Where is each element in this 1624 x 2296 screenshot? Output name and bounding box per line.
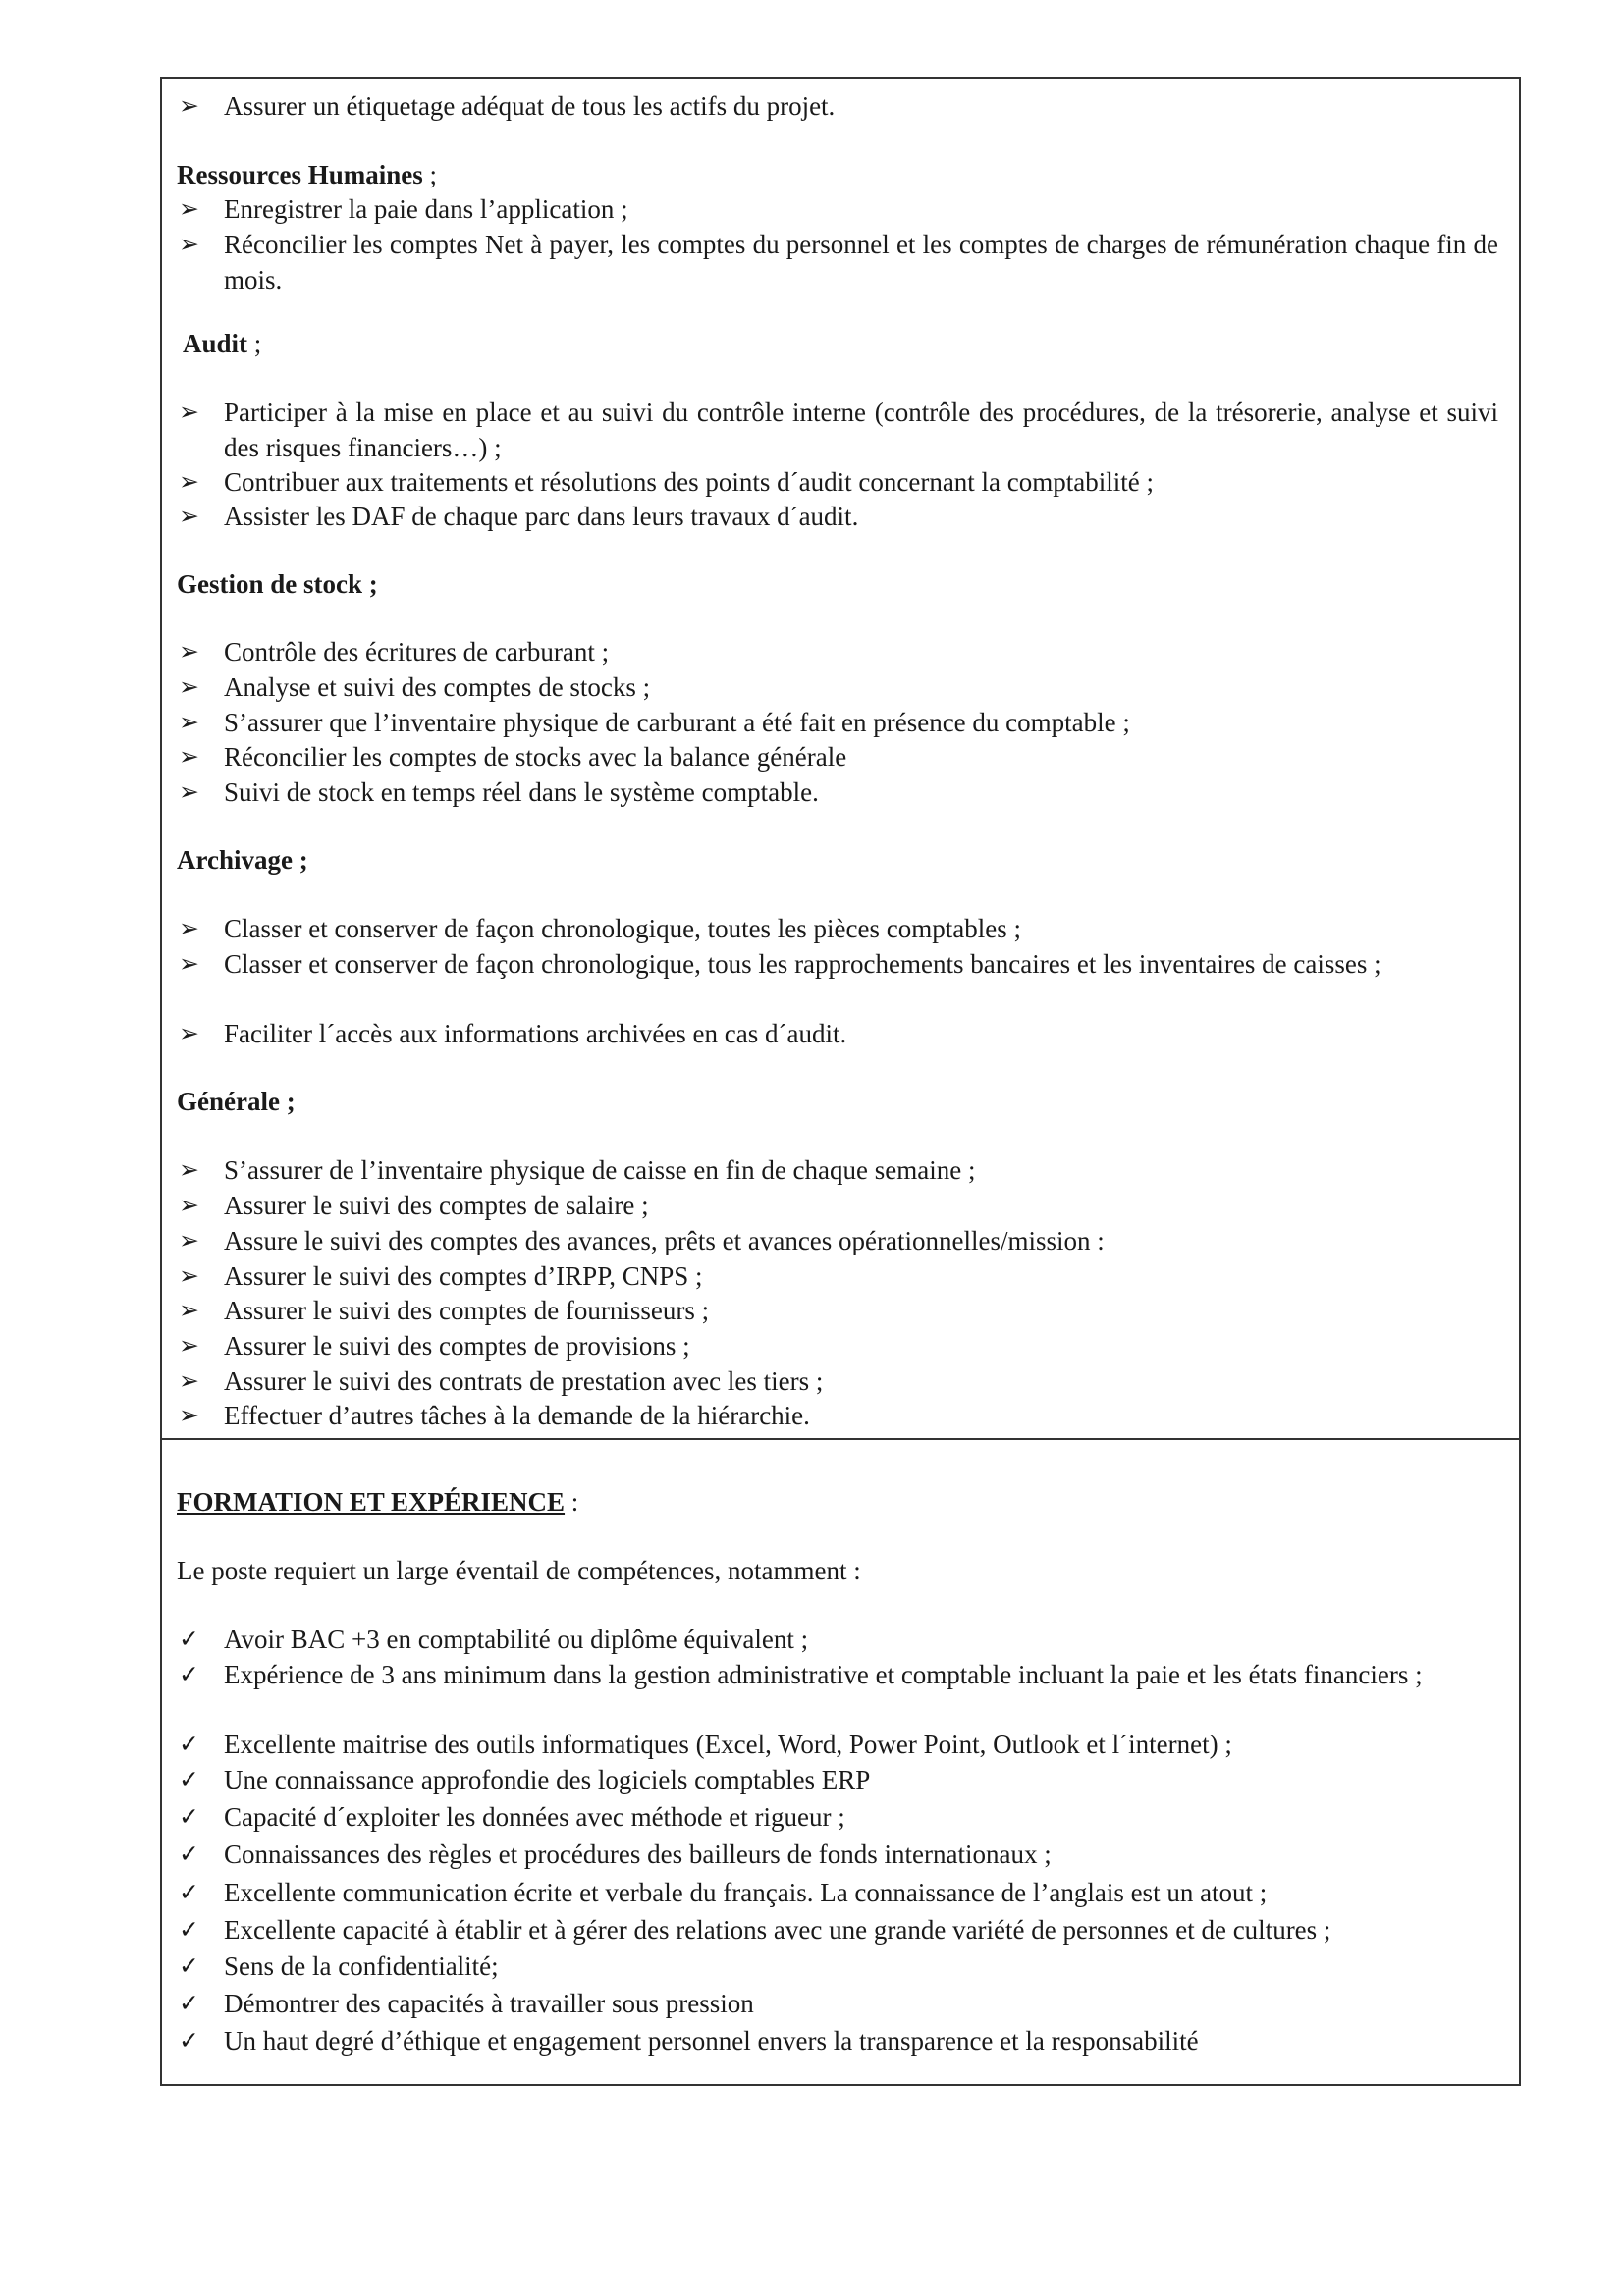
list-item: ➢ Assurer un étiquetage adéquat de tous les actifs du projet. — [224, 88, 1498, 124]
list-item: ➢ Analyse et suivi des comptes de stocks ; — [224, 669, 1498, 705]
arrow-bullet-icon: ➢ — [179, 637, 199, 666]
list-item: ✓ Excellente capacité à établir et à gérer des relations avec une grande variété de personnes et de cultures ; — [224, 1912, 1498, 1948]
check-mark-icon: ✓ — [179, 1915, 199, 1944]
list-item: ➢ Suivi de stock en temps réel dans le système comptable. — [224, 774, 1498, 810]
arrow-bullet-icon: ➢ — [179, 1296, 199, 1324]
arrow-bullet-icon: ➢ — [179, 1366, 199, 1395]
list-item: ➢ Contrôle des écritures de carburant ; — [224, 634, 1498, 669]
list-item: ✓ Capacité d´exploiter les données avec méthode et rigueur ; — [224, 1799, 1498, 1835]
check-mark-icon: ✓ — [179, 1660, 199, 1688]
arrow-bullet-icon: ➢ — [179, 914, 199, 942]
arrow-bullet-icon: ➢ — [179, 1261, 199, 1290]
responsibilities-box — [160, 77, 1521, 1440]
section-heading-hr: Ressources Humaines ; — [177, 160, 438, 189]
list-item: ➢ Assurer le suivi des comptes de salaire ; — [224, 1188, 1498, 1223]
check-mark-icon: ✓ — [179, 1765, 199, 1793]
list-item: ✓ Une connaissance approfondie des logiciels comptables ERP — [224, 1762, 1498, 1797]
arrow-bullet-icon: ➢ — [179, 1401, 199, 1429]
section-heading-general: Générale ; — [177, 1087, 296, 1116]
arrow-bullet-icon: ➢ — [179, 777, 199, 806]
check-mark-icon: ✓ — [179, 1730, 199, 1758]
list-item: ✓ Excellente communication écrite et verbale du français. La connaissance de l’anglais est un atout ; — [224, 1875, 1498, 1910]
list-item: ✓ Démontrer des capacités à travailler sous pression — [224, 1986, 1498, 2021]
list-item: ➢ Faciliter l´accès aux informations archivées en cas d´audit. — [224, 1016, 1498, 1051]
check-mark-icon: ✓ — [179, 1625, 199, 1653]
arrow-bullet-icon: ➢ — [179, 1331, 199, 1360]
list-item: ➢ Assurer le suivi des comptes d’IRPP, CNPS ; — [224, 1258, 1498, 1294]
list-item: ➢ S’assurer de l’inventaire physique de caisse en fin de chaque semaine ; — [224, 1152, 1498, 1188]
check-mark-icon: ✓ — [179, 1878, 199, 1906]
arrow-bullet-icon: ➢ — [179, 91, 199, 120]
list-item: ➢ Assister les DAF de chaque parc dans leurs travaux d´audit. — [224, 499, 1498, 534]
list-item: ✓ Excellente maitrise des outils informatiques (Excel, Word, Power Point, Outlook et l´internet) ; — [224, 1727, 1498, 1762]
list-item: ✓ Expérience de 3 ans minimum dans la gestion administrative et comptable incluant la paie et les états financiers ; — [224, 1657, 1498, 1692]
arrow-bullet-icon: ➢ — [179, 467, 199, 496]
section-heading-audit: Audit ; — [183, 329, 262, 358]
arrow-bullet-icon: ➢ — [179, 194, 199, 223]
list-item: ➢ Réconcilier les comptes de stocks avec la balance générale — [224, 739, 1498, 774]
arrow-bullet-icon: ➢ — [179, 398, 199, 426]
list-item: ➢ Assurer le suivi des comptes de fournisseurs ; — [224, 1293, 1498, 1328]
arrow-bullet-icon: ➢ — [179, 1191, 199, 1219]
list-item: ✓ Connaissances des règles et procédures des bailleurs de fonds internationaux ; — [224, 1837, 1498, 1872]
list-item: ✓ Avoir BAC +3 en comptabilité ou diplôme équivalent ; — [224, 1622, 1498, 1657]
arrow-bullet-icon: ➢ — [179, 502, 199, 530]
arrow-bullet-icon: ➢ — [179, 672, 199, 701]
check-mark-icon: ✓ — [179, 1802, 199, 1831]
check-mark-icon: ✓ — [179, 1951, 199, 1980]
arrow-bullet-icon: ➢ — [179, 949, 199, 978]
check-mark-icon: ✓ — [179, 2026, 199, 2055]
arrow-bullet-icon: ➢ — [179, 1019, 199, 1047]
list-item: ➢ Contribuer aux traitements et résolutions des points d´audit concernant la comptabilité ; — [224, 464, 1498, 500]
list-item: ➢ Réconcilier les comptes Net à payer, les comptes du personnel et les comptes de charges de rémunération chaque fin de mois. — [224, 227, 1498, 297]
list-item: ➢ Assurer le suivi des comptes de provisions ; — [224, 1328, 1498, 1363]
list-item: ➢ Classer et conserver de façon chronologique, toutes les pièces comptables ; — [224, 911, 1498, 946]
arrow-bullet-icon: ➢ — [179, 708, 199, 736]
check-mark-icon: ✓ — [179, 1989, 199, 2017]
section-heading-archive: Archivage ; — [177, 845, 308, 875]
check-mark-icon: ✓ — [179, 1840, 199, 1868]
list-item: ➢ Effectuer d’autres tâches à la demande de la hiérarchie. — [224, 1398, 1498, 1433]
arrow-bullet-icon: ➢ — [179, 230, 199, 258]
arrow-bullet-icon: ➢ — [179, 742, 199, 771]
list-item: ➢ Classer et conserver de façon chronologique, tous les rapprochements bancaires et les inventaires de caisses ; — [224, 946, 1498, 982]
list-item: ✓ Sens de la confidentialité; — [224, 1949, 1498, 1984]
arrow-bullet-icon: ➢ — [179, 1155, 199, 1184]
list-item: ✓ Un haut degré d’éthique et engagement personnel envers la transparence et la responsabilité — [224, 2023, 1498, 2058]
qualifications-box — [160, 1438, 1521, 2086]
list-item: ➢ Assure le suivi des comptes des avances, prêts et avances opérationnelles/mission : — [224, 1223, 1498, 1258]
section-heading-stock: Gestion de stock ; — [177, 569, 378, 599]
list-item: ➢ Enregistrer la paie dans l’application ; — [224, 191, 1498, 227]
list-item: ➢ Assurer le suivi des contrats de prestation avec les tiers ; — [224, 1363, 1498, 1399]
section-heading-training: FORMATION ET EXPÉRIENCE : — [177, 1487, 579, 1517]
section-intro: Le poste requiert un large éventail de compétences, notamment : — [177, 1556, 861, 1585]
list-item: ➢ Participer à la mise en place et au suivi du contrôle interne (contrôle des procédures, de la trésorerie, analyse et suivi des risques financiers…) ; — [224, 395, 1498, 465]
list-item: ➢ S’assurer que l’inventaire physique de carburant a été fait en présence du comptable ; — [224, 705, 1498, 740]
arrow-bullet-icon: ➢ — [179, 1226, 199, 1255]
